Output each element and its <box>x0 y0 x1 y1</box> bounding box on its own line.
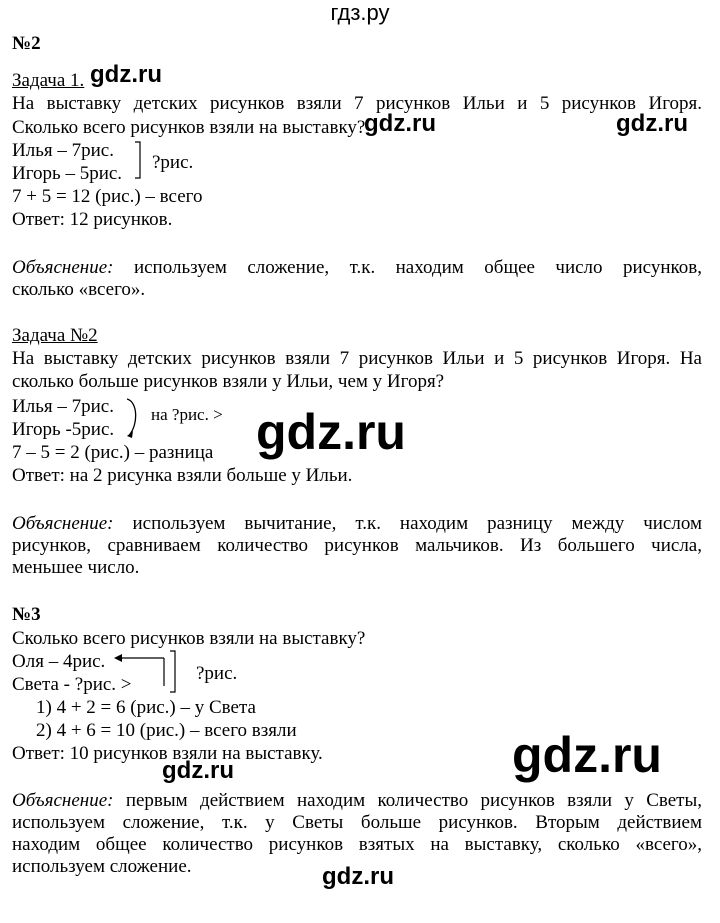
task2-igor: Игорь -5рис. <box>12 419 115 440</box>
task2-heading: Задача №2 <box>12 325 98 346</box>
site-header[interactable]: гдз.ру <box>330 0 390 25</box>
curved-arrow-icon <box>124 394 142 440</box>
expl-label: Объяснение: <box>12 790 114 811</box>
task2-line1: На выставку детских рисунков взяли 7 рисунков Ильи и 5 рисунков Игоря. На <box>12 348 702 369</box>
task1-question: ?рис. <box>152 152 194 173</box>
no3-sveta: Света - ?рис. > <box>12 674 132 695</box>
task1-ilya: Илья – 7рис. <box>12 140 114 161</box>
expl-text: используем сложение, т.к. у Светы больше рисунков. Вторым действием <box>12 812 702 833</box>
task2-answer: Ответ: на 2 рисунка взяли больше у Ильи. <box>12 465 353 486</box>
watermark: gdz.ru <box>256 404 406 460</box>
arrow-bracket-icon <box>112 648 182 696</box>
expl-text: меньшее число. <box>12 557 140 578</box>
no3-question-text: Сколько всего рисунков взяли на выставку? <box>12 628 366 649</box>
no3-olya: Оля – 4рис. <box>12 651 106 672</box>
task1-line2: Сколько всего рисунков взяли на выставку? <box>12 117 366 138</box>
expl-label: Объяснение: <box>12 513 114 534</box>
watermark: gdz.ru <box>512 727 662 783</box>
expl-text: используем сложение. <box>12 856 192 877</box>
expl-text: первым действием находим количество рисунков взяли у Светы, <box>125 790 702 811</box>
task1-solution: 7 + 5 = 12 (рис.) – всего <box>12 186 203 207</box>
task2-explanation <box>12 513 702 579</box>
task2-ilya: Илья – 7рис. <box>12 396 114 417</box>
expl-text: находим общее количество рисунков взятых на выставку, сколько «всего», <box>12 834 702 855</box>
task1-statement <box>12 93 702 115</box>
task1-answer: Ответ: 12 рисунков. <box>12 209 173 230</box>
expl-label: Объяснение: <box>12 257 114 278</box>
no3-answer: Ответ: 10 рисунков взяли на выставку. <box>12 743 323 764</box>
expl-text: используем сложение, т.к. находим общее число рисунков, <box>133 257 702 278</box>
section-title-no2: №2 <box>12 33 41 54</box>
watermark: gdz.ru <box>364 110 436 137</box>
task2-statement <box>12 348 702 370</box>
watermark: gdz.ru <box>162 757 234 784</box>
task1-explanation <box>12 257 702 301</box>
watermark: gdz.ru <box>90 61 162 88</box>
expl-text: используем вычитание, т.к. находим разницу между числом <box>132 513 703 534</box>
section-title-no3: №3 <box>12 604 41 625</box>
task1-igor: Игорь – 5рис. <box>12 163 123 184</box>
no3-question: ?рис. <box>196 663 238 684</box>
watermark: gdz.ru <box>322 863 394 890</box>
no3-step1: 1) 4 + 2 = 6 (рис.) – у Света <box>36 697 256 718</box>
expl-text: рисунков, сравниваем количество рисунков мальчиков. Из большего числа, <box>12 535 702 556</box>
task1-line1: На выставку детских рисунков взяли 7 рисунков Ильи и 5 рисунков Игоря. <box>12 93 702 114</box>
watermark: gdz.ru <box>616 110 688 137</box>
task2-question: на ?рис. > <box>151 405 223 424</box>
bracket-icon <box>133 140 143 180</box>
task2-solution: 7 – 5 = 2 (рис.) – разница <box>12 442 214 463</box>
task2-line2: сколько больше рисунков взяли у Ильи, чем у Игоря? <box>12 371 445 392</box>
task1-heading: Задача 1. <box>12 70 85 91</box>
expl-text: сколько «всего». <box>12 279 146 300</box>
no3-step2: 2) 4 + 6 = 10 (рис.) – всего взяли <box>36 720 297 741</box>
